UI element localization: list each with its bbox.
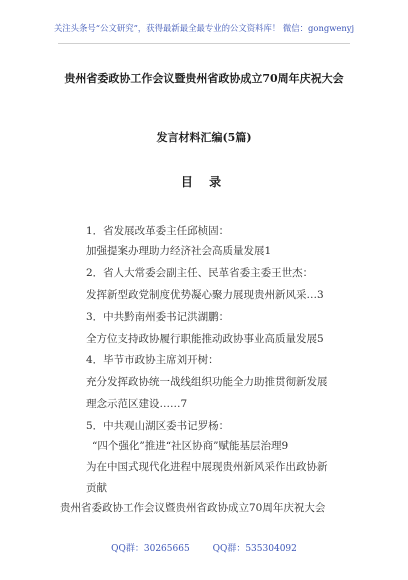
trailing-line-2: 贡献 xyxy=(86,482,107,494)
toc-speaker-2: 2．省人大常委会副主任、民革省委主委王世杰： xyxy=(86,267,314,279)
toc-heading: 目 录 xyxy=(180,175,228,189)
toc-entry-5[interactable]: “四个强化”推进“社区协商”赋能基层治理9 xyxy=(92,440,289,452)
footer-qq-group-2: QQ群：535304092 xyxy=(212,544,297,554)
trailing-line-1: 为在中国式现代化进程中展现贵州新风采作出政协新 xyxy=(86,461,328,473)
toc-speaker-1: 1．省发展改革委主任邱桢固： xyxy=(86,225,230,237)
toc-entry-4-line1[interactable]: 充分发挥政协统一战线组织功能全力助推贯彻新发展 xyxy=(86,376,328,388)
toc-speaker-4: 4．毕节市政协主席刘开树： xyxy=(86,354,219,366)
document-title: 贵州省委政协工作会议暨贵州省政协成立70周年庆祝大会 xyxy=(64,72,344,85)
toc-entry-1[interactable]: 加强提案办理助力经济社会高质量发展1 xyxy=(86,245,272,257)
footer xyxy=(0,541,408,554)
document-subtitle: 发言材料汇编(5篇) xyxy=(156,131,252,144)
footer-qq-group-1: QQ群：30265665 xyxy=(111,544,190,554)
header-note: 关注头条号“公文研究”，获得最新最全最专业的公文资料库！ 微信：gongwenyj xyxy=(53,23,355,33)
toc-entry-2[interactable]: 发挥新型政党制度优势凝心聚力展现贵州新风采…3 xyxy=(86,289,324,301)
trailing-line-3: 贵州省委政协工作会议暨贵州省政协成立70周年庆祝大会 xyxy=(60,502,326,514)
header-divider xyxy=(58,43,350,44)
toc-entry-3[interactable]: 全方位支持政协履行职能推动政协事业高质量发展5 xyxy=(86,333,324,345)
toc-speaker-5: 5．中共观山湖区委书记罗杨： xyxy=(86,420,230,432)
toc-speaker-3: 3．中共黔南州委书记洪湖鹏： xyxy=(86,311,230,323)
toc-entry-4-line2[interactable]: 理念示范区建设……7 xyxy=(86,398,188,410)
